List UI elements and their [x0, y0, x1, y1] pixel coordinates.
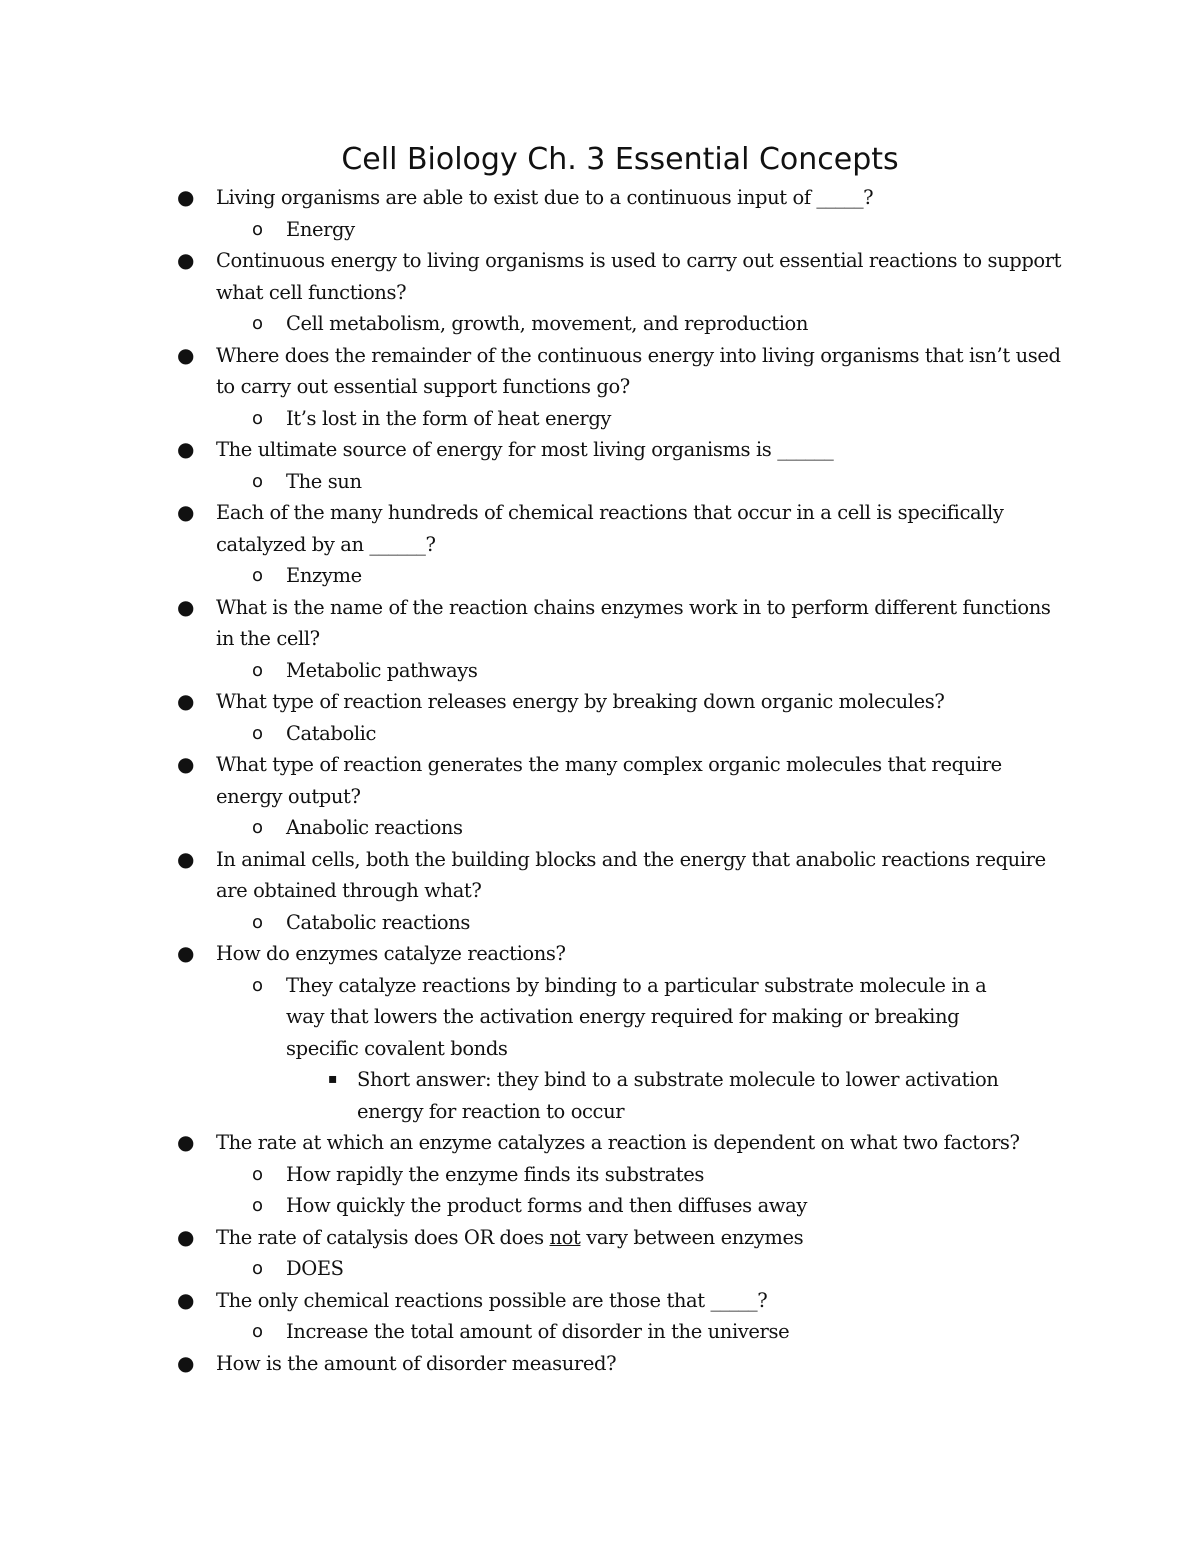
- bullet-icon: ●: [177, 185, 195, 209]
- list-item: [216, 1253, 1026, 1285]
- list-item: [177, 434, 1066, 466]
- question-text-end: vary between enzymes: [580, 1225, 804, 1249]
- question-text: [216, 1226, 803, 1249]
- list-item: [216, 970, 1026, 1065]
- question-text: What type of reaction generates the many complex organic molecules that require energy output?: [216, 753, 1002, 808]
- bullet-icon: ●: [177, 846, 195, 871]
- bullet-icon: ●: [177, 752, 195, 776]
- answer-text: The sun: [286, 469, 362, 493]
- bullet-icon: ●: [177, 1224, 195, 1249]
- short-answer-text: Short answer: they bind to a substrate molecule to lower activation energy for reaction to occur: [357, 1068, 999, 1123]
- sub-bullet-icon: o: [252, 407, 263, 429]
- list-item: [216, 907, 1026, 939]
- sub-bullet-icon: o: [252, 1195, 263, 1216]
- bullet-icon: ●: [177, 342, 195, 367]
- answer-text: They catalyze reactions by binding to a particular substrate molecule in a way that lowers the activation energy required for making or breaking specific covalent bonds: [286, 973, 987, 1060]
- bullet-icon: ●: [177, 689, 195, 713]
- list-item: [216, 1190, 1026, 1222]
- question-text: How do enzymes catalyze reactions?: [216, 942, 566, 965]
- list-item: [216, 1064, 1057, 1127]
- question-text: The ultimate source of energy for most living organisms is ______: [216, 438, 834, 461]
- list-item: [177, 182, 1066, 214]
- list-item: [216, 560, 1026, 592]
- question-text: Living organisms are able to exist due to a continuous input of _____?: [216, 186, 874, 209]
- bullet-icon: ●: [177, 437, 195, 461]
- bullet-icon: ●: [177, 1350, 195, 1375]
- sub-bullet-icon: o: [252, 313, 263, 334]
- list-item: [177, 592, 1066, 655]
- list-item: [177, 245, 1066, 308]
- question-text-start: The rate of catalysis does OR does: [216, 1225, 550, 1249]
- list-item: [216, 718, 1026, 750]
- page-title: Cell Biology Ch. 3 Essential Concepts: [341, 142, 899, 177]
- sub-bullet-icon: o: [252, 817, 263, 838]
- list-item: [216, 308, 1026, 340]
- sub-bullet-icon: o: [252, 911, 263, 933]
- question-text: Where does the remainder of the continuous energy into living organisms that isn’t used to carry out essential support functions go?: [216, 343, 1061, 398]
- list-item: [177, 340, 1066, 403]
- answer-text: How quickly the product forms and then diffuses away: [286, 1194, 807, 1217]
- list-item: [177, 1348, 1066, 1380]
- list-item: [177, 1222, 1066, 1254]
- answer-text: Catabolic: [286, 721, 377, 745]
- answer-text: Increase the total amount of disorder in the universe: [286, 1320, 790, 1343]
- answer-text: Cell metabolism, growth, movement, and reproduction: [286, 312, 809, 335]
- question-text: The only chemical reactions possible are those that _____?: [216, 1288, 768, 1312]
- answer-text: Enzyme: [286, 564, 362, 587]
- question-text: What is the name of the reaction chains enzymes work in to perform different functions in the cell?: [216, 595, 1051, 650]
- answer-text: Energy: [286, 217, 355, 241]
- list-item: [177, 1127, 1066, 1159]
- list-item: [216, 403, 1026, 435]
- list-item: [177, 844, 1066, 907]
- sub-bullet-icon: o: [252, 218, 263, 240]
- bullet-icon: ●: [177, 1287, 195, 1312]
- square-bullet-icon: ▪: [328, 1071, 338, 1087]
- question-text: What type of reaction releases energy by breaking down organic molecules?: [216, 690, 945, 713]
- sub-bullet-icon: o: [252, 1258, 263, 1279]
- bullet-icon: ●: [177, 500, 195, 524]
- sub-bullet-icon: o: [252, 565, 263, 586]
- list-item: [177, 749, 1066, 812]
- sub-bullet-icon: o: [252, 659, 263, 681]
- answer-text: Catabolic reactions: [286, 910, 471, 934]
- answer-text: DOES: [286, 1257, 344, 1280]
- answer-text: Metabolic pathways: [286, 658, 478, 682]
- question-text: In animal cells, both the building blocks and the energy that anabolic reactions require are obtained through what?: [216, 847, 1046, 902]
- list-item: [177, 497, 1066, 560]
- question-text: How is the amount of disorder measured?: [216, 1351, 617, 1375]
- bullet-icon: ●: [177, 1130, 195, 1154]
- bullet-icon: ●: [177, 248, 195, 272]
- sub-bullet-icon: o: [252, 974, 263, 996]
- list-item: [216, 214, 1026, 246]
- sub-bullet-icon: o: [252, 1163, 263, 1185]
- answer-text: It’s lost in the form of heat energy: [286, 406, 612, 430]
- answer-text: Anabolic reactions: [286, 816, 463, 839]
- underlined-word: not: [549, 1225, 581, 1249]
- list-item: [216, 1316, 1026, 1348]
- question-text: The rate at which an enzyme catalyzes a reaction is dependent on what two factors?: [216, 1131, 1020, 1154]
- list-item: [177, 938, 1066, 970]
- question-list: [177, 182, 1066, 1379]
- list-item: [177, 1285, 1066, 1317]
- answer-text: How rapidly the enzyme finds its substrates: [286, 1162, 704, 1186]
- list-item: [177, 686, 1066, 718]
- list-item: [216, 1159, 1026, 1191]
- list-item: [216, 466, 1026, 498]
- sub-bullet-icon: o: [252, 470, 263, 492]
- sub-bullet-icon: o: [252, 1321, 263, 1342]
- sub-bullet-icon: o: [252, 722, 263, 744]
- question-text: Continuous energy to living organisms is used to carry out essential reactions to support what cell functions?: [216, 249, 1062, 304]
- list-item: [216, 655, 1026, 687]
- bullet-icon: ●: [177, 941, 195, 965]
- list-item: [216, 812, 1026, 844]
- question-text: Each of the many hundreds of chemical reactions that occur in a cell is specifically catalyzed by an ______?: [216, 501, 1004, 556]
- bullet-icon: ●: [177, 594, 195, 619]
